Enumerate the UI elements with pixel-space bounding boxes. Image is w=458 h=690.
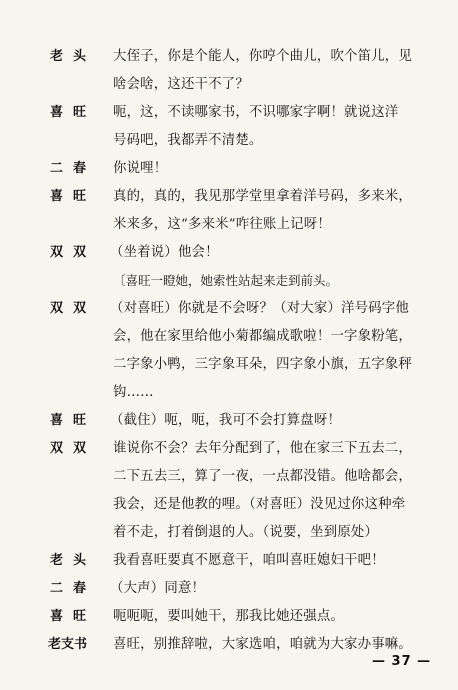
dialogue-line: 钩…… (113, 385, 154, 400)
speaker-name: 喜旺 (50, 105, 97, 120)
dialogue-line: 二下五去三，算了一夜，一点都没错。他啥都会， (113, 469, 412, 484)
dialogue-line: 啥会啥，这还干不了？ (113, 77, 249, 92)
speaker-name: 喜旺 (50, 189, 97, 204)
stage-direction-text: 〔喜旺一瞪她，她索性站起来走到前头。 (113, 273, 339, 288)
speaker-name: 二春 (50, 161, 97, 176)
speaker-name: 喜旺 (50, 609, 97, 624)
speaker-name: 双双 (50, 441, 97, 456)
speaker-name: 老头 (50, 49, 97, 64)
dialogue-line: 米来多，这“多来米”咋往账上记呀！ (113, 217, 331, 232)
dialogue-line: 大侄子，你是个能人，你哼个曲儿，吹个笛儿，见 (113, 49, 412, 64)
dialogue-line: 着不走，打着倒退的人。（说要，坐到原处） (113, 525, 379, 540)
dialogue-line: 真的，真的，我见那学堂里拿着洋号码，多来米， (113, 189, 412, 204)
speaker-name: 二春 (50, 581, 97, 596)
dialogue-line: 我会，还是他教的哩。（对喜旺）没见过你这种牵 (113, 497, 406, 512)
speaker-name: 双双 (50, 301, 97, 316)
dialogue-line: 谁说你不会？去年分配到了，他在家三下五去二， (113, 441, 412, 456)
page-number: — 37 — (372, 654, 432, 669)
dialogue-line: 呃呃呃，要叫她干，那我比她还强点。 (113, 609, 345, 624)
dialogue-line: （大声）同意！ (110, 581, 206, 596)
dialogue-line: 我看喜旺要真不愿意干，咱叫喜旺媳妇干吧！ (113, 553, 385, 568)
dialogue-line: 号码吧，我都弄不清楚。 (113, 133, 263, 148)
speaker-name: 喜旺 (50, 413, 97, 428)
speaker-name: 老支书 (48, 637, 88, 652)
dialogue-line: 会，他在家里给他小菊都编成歌啦！一字象粉笔， (113, 329, 412, 344)
dialogue-line: 二字象小鸭，三字象耳朵，四字象小旗，五字象秤 (113, 357, 412, 372)
dialogue-line: （坐着说）他会！ (110, 245, 219, 260)
dialogue-line: 呃，这，不读哪家书，不识哪家字啊！就说这洋 (113, 105, 399, 120)
speaker-name: 双双 (50, 245, 97, 260)
dialogue-line: （截住）呃，呃，我可不会打算盘呀！ (110, 413, 342, 428)
dialogue-line: （对喜旺）你就是不会呀？（对大家）洋号码字他 (110, 301, 409, 316)
dialogue-line: 你说哩！ (113, 161, 168, 176)
speaker-name: 老头 (50, 553, 97, 568)
dialogue-line: 喜旺，别推辞啦，大家选咱，咱就为大家办事嘛。 (113, 637, 412, 652)
